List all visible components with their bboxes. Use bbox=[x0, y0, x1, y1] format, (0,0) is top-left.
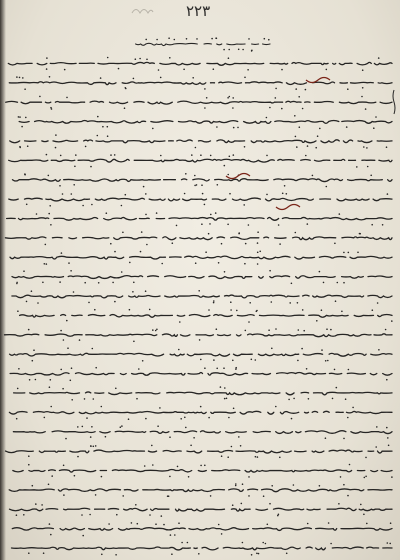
text-line bbox=[12, 115, 392, 129]
text-line bbox=[10, 134, 392, 148]
text-line bbox=[6, 445, 393, 459]
text-line bbox=[8, 542, 392, 556]
text-line bbox=[12, 522, 392, 536]
marginal-note bbox=[393, 90, 395, 114]
text-line bbox=[1, 328, 392, 342]
folio-number: ٢٢٣ bbox=[186, 2, 211, 20]
text-line bbox=[12, 290, 392, 304]
text-line bbox=[8, 57, 392, 71]
basmala-line bbox=[136, 37, 270, 51]
text-line bbox=[10, 425, 392, 439]
text-line bbox=[3, 347, 392, 361]
text-line bbox=[8, 464, 393, 479]
text-line bbox=[10, 367, 392, 381]
text-line bbox=[3, 406, 392, 420]
text-line bbox=[9, 483, 392, 497]
text-line bbox=[9, 193, 392, 207]
text-line bbox=[7, 212, 392, 226]
rubric-overline bbox=[226, 174, 250, 179]
text-line bbox=[10, 251, 392, 265]
text-line bbox=[14, 386, 392, 400]
text-line bbox=[5, 231, 392, 245]
text-line bbox=[12, 270, 392, 284]
rubric-overline bbox=[276, 205, 300, 210]
text-line bbox=[13, 309, 393, 323]
text-line bbox=[13, 173, 393, 187]
text-line bbox=[9, 154, 392, 168]
text-line bbox=[9, 76, 392, 90]
text-line bbox=[6, 96, 392, 110]
text-line bbox=[10, 503, 393, 517]
